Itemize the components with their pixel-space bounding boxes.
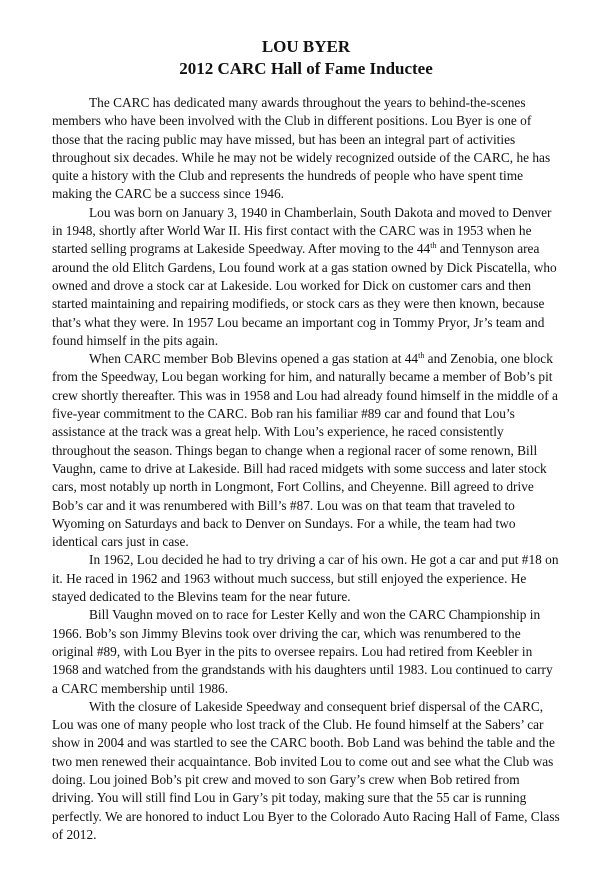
- paragraph-5: Bill Vaughn moved on to race for Lester Kelly and won the CARC Championship in 1966. Bob’s son Jimmy Blevins took over driving the car, which was renumbered to the original #89, with Lou Byer in the pits to oversee repairs. Lou had retired from Keebler in 1968 and watched from the grandstands with his daughters until 1983. Lou continued to carry a CARC membership until 1986.: [52, 607, 553, 696]
- paragraph-2: [52, 204, 560, 350]
- paragraph-3: [52, 350, 560, 551]
- ordinal-suffix: th: [430, 241, 437, 251]
- paragraph-6: With the closure of Lakeside Speedway and consequent brief dispersal of the CARC, Lou was one of many people who lost track of the Club. He found himself at the Sabers’ car show in 2004 and was startled to see the CARC booth. Bob Land was behind the table and the two men renewed their acquaintance. Bob invited Lou to come out and see what the Club was doing. Lou joined Bob’s pit crew and moved to son Gary’s crew when Bob retired from driving. You will still find Lou in Gary’s pit today, making sure that the 55 car is running perfectly. We are honored to induct Lou Byer to the Colorado Auto Racing Hall of Fame, Class of 2012.: [52, 698, 560, 842]
- document-page: [52, 36, 560, 844]
- paragraph-1: The CARC has dedicated many awards throughout the years to behind-the-scenes members who have been involved with the Club in different positions. Lou Byer is one of those that the racing public may have missed, but has been an integral part of activities throughout six decades. While he may not be widely recognized outside of the CARC, he has quite a history with the Club and represents the hundreds of people who have spent time making the CARC be a success since 1946.: [52, 95, 551, 202]
- article-body: [52, 94, 560, 844]
- ordinal-suffix: th: [418, 351, 425, 361]
- page-subtitle: 2012 CARC Hall of Fame Inductee: [179, 59, 433, 78]
- paragraph-2-text-a: Lou was born on January 3, 1940 in Chamberlain, South Dakota and moved to Denver in 1948, shortly after World War II. His first contact with the CARC was in 1953 when he started selling programs at Lakeside Speedway. After moving to the 44: [52, 204, 552, 257]
- page-title: LOU BYER: [261, 37, 351, 56]
- paragraph-4: In 1962, Lou decided he had to try driving a car of his own. He got a car and put #18 on it. He raced in 1962 and 1963 without much success, but still enjoyed the experience. He stayed dedicated to the Blevins team for the near future.: [52, 552, 559, 605]
- paragraph-2-text-b: and Tennyson area around the old Elitch Gardens, Lou found work at a gas station owned by Dick Piscatella, who owned and drove a stock car at Lakeside. Lou worked for Dick on customer cars and then started maintaining and repairing modifieds, or stock cars as they were then known, because that’s what they were. In 1957 Lou became an important cog in Tommy Pryor, Jr’s team and found himself in the pits again.: [52, 241, 557, 348]
- paragraph-3-text-b: and Zenobia, one block from the Speedway, Lou began working for him, and naturally became a member of Bob’s pit crew shortly thereafter. This was in 1958 and Lou had already found himself in the middle of a five-year commitment to the CARC. Bob ran his familiar #89 car and found that Lou’s assistance at the track was a great help. With Lou’s experience, he raced consistently throughout the season. Things began to change when a regional racer of some renown, Bill Vaughn, came to drive at Lakeside. Bill had raced midgets with some success and later stock cars, most notably up north in Longmont, Fort Collins, and Cheyenne. Bill agreed to drive Bob’s car and it was renumbered with Bill’s #87. Lou was on that team that traveled to Wyoming on Saturdays and back to Denver on Sundays. For a while, the team had two identical cars just in case.: [52, 351, 558, 550]
- paragraph-3-text-a: When CARC member Bob Blevins opened a gas station at 44: [89, 351, 419, 367]
